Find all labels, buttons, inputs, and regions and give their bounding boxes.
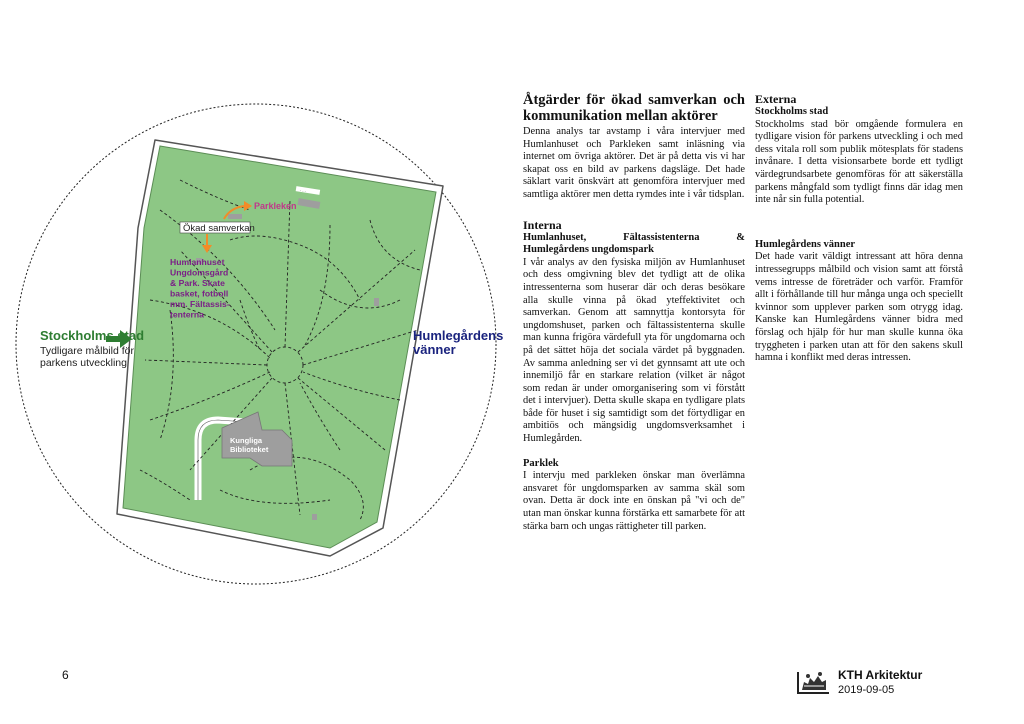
humlegardens-vanner-label: Humlegårdens vänner bbox=[413, 328, 504, 357]
intro-paragraph: Denna analys tar avstamp i våra intervjuer med Humlanhuset och Parkleken samt inläsning via internet om övriga aktörer. Det är på detta vis vi har skapat oss en bild av parkens dagsläge. Det hade säklart varit önskvärt att genomföra intervjuer med samtliga aktörer men detta rymdes inte i vår tidsplan. bbox=[523, 126, 745, 200]
library-label-line: Biblioteket bbox=[230, 445, 269, 454]
humlanhuset-label-line: basket, fotboll bbox=[170, 288, 229, 299]
vanner-paragraph: Det hade varit väldigt intressant att höra denna intressegrupps målbild och vision samt att förstå vems intresse de företräder och varför. Framför allt i förhållande till hur många unga och speciellt kvinnor som upplever parken som otrygg idag. Kanske kan Humlegårdens vänner bidra med förslag och hjälp för hur man skulle kunna öka tryggheten i parken utan att för den sakens skull hamna i konflikt med deras intressen. bbox=[755, 251, 963, 364]
humlanhuset-label-line: tenterna bbox=[170, 309, 204, 320]
vanner-subheading: Humlegårdens vänner bbox=[755, 238, 856, 250]
org-name: KTH Arkitektur bbox=[838, 668, 923, 682]
stockholm-paragraph: Stockholms stad bör omgående formulera en tydligare vision för parkens utveckling i och med dess vitala roll som publik mötesplats för stadens invånare. I detta visionsarbete borde ett tydligt värdegrundsarbete genomföras för att säkerställa parkens mångfald som tydligt finns där idag men inte når sin fulla potential. bbox=[755, 118, 963, 206]
humlanhuset-label-line: & Park. Skate bbox=[170, 278, 225, 288]
externa-heading: Externa bbox=[755, 92, 797, 106]
humlanhuset-label-line: Humlanhuset bbox=[170, 257, 225, 267]
svg-text:- - -: - - - bbox=[299, 187, 307, 194]
parkleken-label: Parkleken bbox=[254, 201, 297, 211]
interna-subheading: Humlanhuset, Fältassistenterna & Humlegårdens ungdomspark bbox=[523, 231, 745, 256]
kth-crest-icon bbox=[796, 668, 830, 696]
stockholms-stad-title: Stockholms stad bbox=[40, 328, 145, 343]
text-column-1 bbox=[523, 92, 745, 533]
park-map bbox=[0, 0, 520, 620]
stockholms-stad-label bbox=[40, 329, 150, 369]
stockholm-subheading: Stockholms stad bbox=[755, 106, 829, 117]
library-label-line: Kungliga bbox=[230, 436, 263, 445]
page-title: Åtgärder för ökad samverkan och kommunikation mellan aktörer bbox=[523, 92, 745, 124]
parklek-heading: Parklek bbox=[523, 457, 559, 469]
okad-samverkan-label: Ökad samverkan bbox=[183, 223, 255, 234]
text-column-2 bbox=[755, 92, 963, 365]
stockholms-stad-subtitle: Tydligare målbild för parkens utveckling bbox=[40, 345, 134, 369]
page-number: 6 bbox=[62, 668, 69, 682]
interna-heading: Interna bbox=[523, 217, 562, 232]
humlanhuset-label-line: mm. Fältassis- bbox=[170, 299, 230, 309]
interna-paragraph: I vår analys av den fysiska miljön av Humlanhuset och dess omgivning blev det tydligt att de olika intressenterna som huserar där och deras besökare alla skulle vinna på ökad yteffektivitet och samverkan. Genom att samnyttja kontorsyta för ungdomshuset, parken och fältassistenterna skulle man kunna frigöra värdefull yta för ungdomarna och på det sättet höja det sociala värdet på byggnaden. Av samma anledning ser vi det gynnsamt att ute och innemiljö får en starkare relation (vilket är något som redan är under omorganisering som vi förstått det i intervjuer). Detta skulle skapa en tydligare plats både för huset i sig samtidigt som det förtydligar en ambitiös och mängsidig ungdomsverksamhet i Humlegården. bbox=[523, 256, 745, 445]
footer-date: 2019-09-05 bbox=[838, 684, 895, 696]
humlanhuset-label-line: Ungdomsgård bbox=[170, 267, 229, 278]
parklek-paragraph: I intervju med parkleken önskar man överlämna ansvaret för ungdomsparken av samma skäl som ovan. Detta är dock inte en önskan på "vi och de" utan man önskar kunna förstärka ett samarbete för att stärka barn och ungas rättigheter till parken. bbox=[523, 470, 745, 532]
